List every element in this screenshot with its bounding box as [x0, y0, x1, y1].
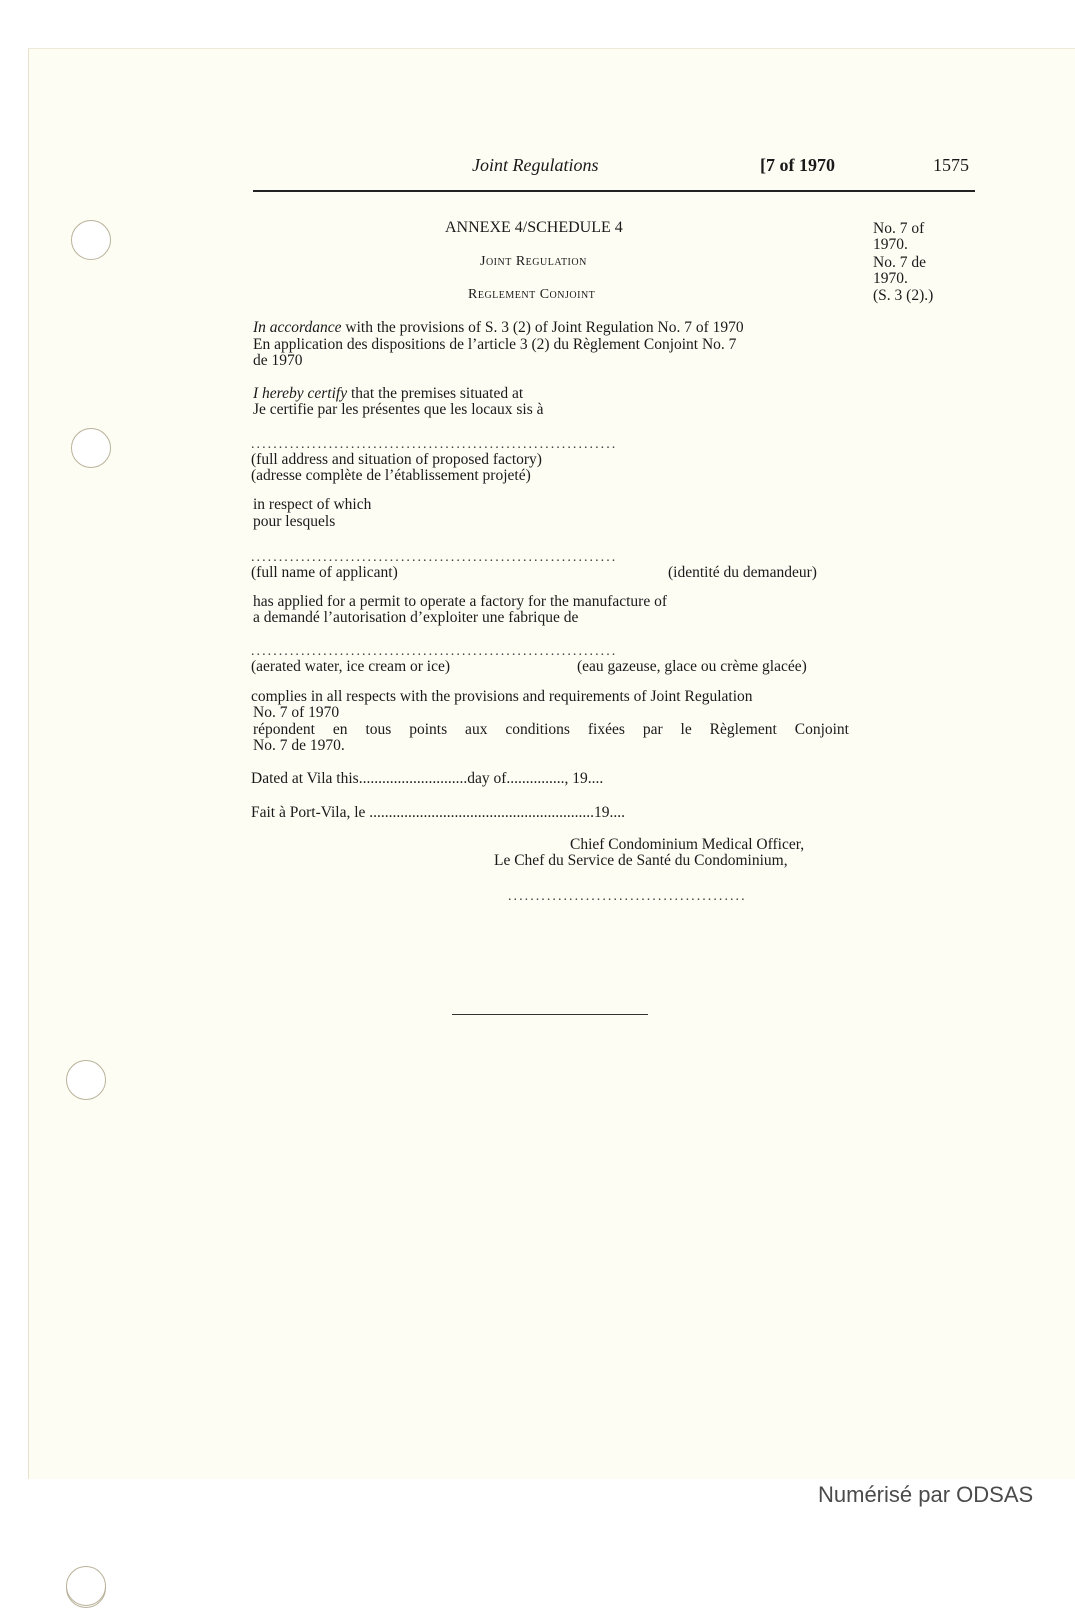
annex-title: ANNEXE 4/SCHEDULE 4: [445, 219, 623, 236]
respect-en: in respect of which: [253, 496, 372, 513]
product-caption-fr: (eau gazeuse, glace ou crème glacée): [577, 658, 807, 675]
punch-hole: [66, 1060, 106, 1100]
accordance-line-fr-2: de 1970: [253, 352, 303, 369]
running-title: Joint Regulations: [472, 155, 599, 175]
complies-fr-1: répondent en tous points aux conditions fixées par le Règlement Conjoint: [253, 721, 849, 738]
applied-fr: a demandé l’autorisation d’exploiter une fabrique de: [253, 609, 579, 626]
product-caption-en: (aerated water, ice cream or ice): [251, 658, 451, 675]
product-leader: ..................................................................: [251, 647, 618, 657]
dated-line-fr: Fait à Port-Vila, le ..........................................................19....: [251, 804, 626, 821]
certify-line-fr: Je certifie par les présentes que les locaux sis à: [253, 401, 544, 418]
page-number: 1575: [933, 155, 969, 175]
accordance-rest: with the provisions of S. 3 (2) of Joint Regulation No. 7 of 1970: [341, 319, 744, 336]
applicant-caption-en: (full name of applicant): [251, 564, 398, 581]
margin-note-line: No. 7 de: [873, 254, 926, 271]
accordance-line-en: [253, 320, 744, 336]
applied-en: has applied for a permit to operate a factory for the manufacture of: [253, 593, 668, 610]
margin-note-line: 1970.: [873, 236, 908, 253]
accordance-line-fr: En application des dispositions de l’article 3 (2) du Règlement Conjoint No. 7: [253, 336, 737, 353]
closing-rule: [452, 1014, 648, 1015]
accordance-italic: In accordance: [253, 319, 342, 336]
address-caption-en: (full address and situation of proposed factory): [251, 451, 542, 468]
punch-hole: [71, 428, 111, 468]
punch-hole: [66, 1566, 106, 1606]
regulation-reference: [7 of 1970: [760, 155, 835, 175]
respect-fr: pour lesquels: [253, 513, 336, 530]
applicant-leader: ..................................................................: [251, 553, 618, 563]
officer-title-en: Chief Condominium Medical Officer,: [570, 836, 805, 853]
annex-subtitle-fr: Reglement Conjoint: [468, 287, 596, 302]
margin-note-line: (S. 3 (2).): [873, 287, 934, 304]
officer-title-fr: Le Chef du Service de Santé du Condominium,: [494, 852, 788, 869]
certify-rest: that the premises situated at: [347, 385, 524, 402]
complies-en-1: complies in all respects with the provisions and requirements of Joint Regulation: [251, 688, 753, 705]
header-rule: [253, 190, 975, 192]
dated-line-en: Dated at Vila this............................day of..............., 19....: [251, 770, 604, 787]
certify-italic: I hereby certify: [253, 385, 348, 402]
digitization-watermark: Numérisé par ODSAS: [818, 1482, 1034, 1507]
address-leader: ..................................................................: [251, 440, 618, 450]
complies-fr-2: No. 7 de 1970.: [253, 737, 345, 754]
address-caption-fr: (adresse complète de l’établissement projeté): [251, 467, 531, 484]
margin-note-line: 1970.: [873, 270, 908, 287]
complies-en-2: No. 7 of 1970: [253, 704, 340, 721]
applicant-caption-fr: (identité du demandeur): [668, 564, 817, 581]
punch-hole: [71, 220, 111, 260]
margin-note-line: No. 7 of: [873, 220, 925, 237]
certify-line-en: [253, 386, 523, 402]
signature-leader: ...........................................: [508, 892, 747, 902]
annex-subtitle-en: Joint Regulation: [480, 254, 587, 269]
